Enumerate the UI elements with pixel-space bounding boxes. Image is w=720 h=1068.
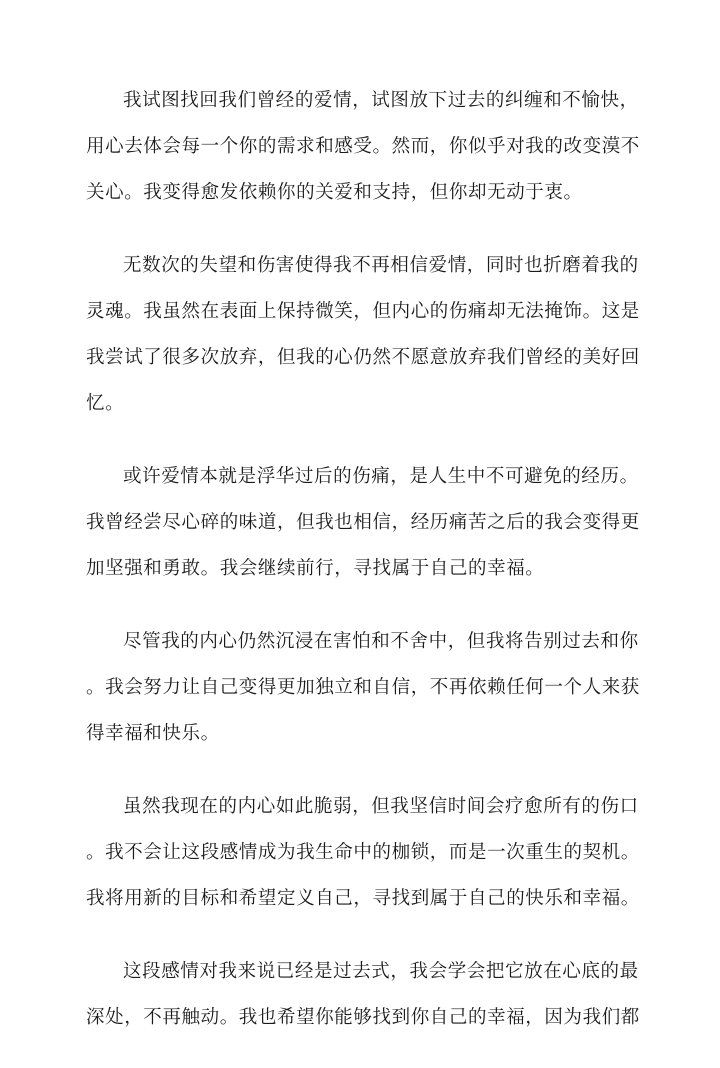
- paragraph-line: 我曾经尝尽心碎的味道，但我也相信，经历痛苦之后的我会变得更: [86, 512, 640, 533]
- paragraph-4: [86, 619, 640, 757]
- paragraph-line: 尽管我的内心仍然沉浸在害怕和不舍中，但我将告别过去和你: [123, 631, 639, 652]
- paragraph-line: 或许爱情本就是浮华过后的伤痛，是人生中不可避免的经历。: [123, 466, 639, 487]
- paragraph-line: 加坚强和勇敢。我会继续前行，寻找属于自己的幸福。: [86, 558, 545, 579]
- paragraph-line: 得幸福和快乐。: [86, 723, 220, 744]
- paragraph-line: 我尝试了很多次放弃，但我的心仍然不愿意放弃我们曾经的美好回: [86, 347, 640, 368]
- paragraph-line: 。我不会让这段感情成为我生命中的枷锁，而是一次重生的契机。: [86, 842, 640, 863]
- paragraph-line: 深处，不再触动。我也希望你能够找到你自己的幸福，因为我们都: [86, 1007, 640, 1028]
- paragraph-6: [86, 949, 640, 1041]
- paragraph-2: [86, 243, 640, 427]
- paragraph-line: 用心去体会每一个你的需求和感受。然而，你似乎对我的改变漠不: [86, 136, 640, 157]
- paragraph-line: 无数次的失望和伤害使得我不再相信爱情，同时也折磨着我的: [123, 255, 639, 276]
- paragraph-line: 灵魂。我虽然在表面上保持微笑，但内心的伤痛却无法掩饰。这是: [86, 301, 640, 322]
- document-body: [86, 78, 640, 1068]
- paragraph-5: [86, 784, 640, 922]
- paragraph-line: 虽然我现在的内心如此脆弱，但我坚信时间会疗愈所有的伤口: [123, 796, 639, 817]
- paragraph-line: 忆。: [86, 393, 125, 414]
- paragraph-1: [86, 78, 640, 216]
- paragraph-3: [86, 454, 640, 592]
- paragraph-line: 这段感情对我来说已经是过去式，我会学会把它放在心底的最: [123, 961, 639, 982]
- paragraph-line: 关心。我变得愈发依赖你的关爱和支持，但你却无动于衷。: [86, 182, 583, 203]
- paragraph-line: 我将用新的目标和希望定义自己，寻找到属于自己的快乐和幸福。: [86, 888, 640, 909]
- paragraph-line: 我试图找回我们曾经的爱情，试图放下过去的纠缠和不愉快，: [123, 90, 639, 111]
- paragraph-line: 。我会努力让自己变得更加独立和自信，不再依赖任何一个人来获: [86, 677, 640, 698]
